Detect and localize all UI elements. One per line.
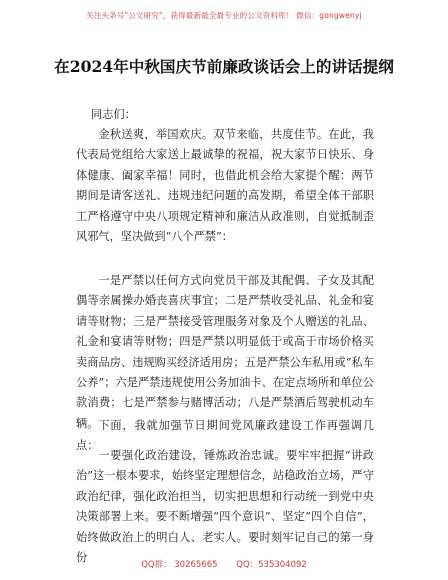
paragraph-transition: 下面，我就加强节日期间党风廉政建设工作再强调几点： bbox=[76, 419, 374, 453]
qq-group-label: QQ群： 30265665 bbox=[141, 560, 218, 570]
footer-contact bbox=[0, 558, 448, 570]
paragraph-political-building: 一要强化政治建设，锤炼政治忠诚。要牢牢把握“讲政治”这一根本要求，始终坚定理想信念，站稳政治立场，严守政治纪律，强化政治担当，切实把思想和行动统一到党中央决策部署上来。要不断增强“四个意识”、坚定“四个自信”，始终做政治上的明白人、老实人。要时刻牢记自己的第一身份 bbox=[76, 449, 374, 565]
header-banner: 关注头条号"公文研究"，获得最新最全最专业的公文资料库！ 微信：gongwenyj bbox=[86, 11, 362, 20]
salutation: 同志们： bbox=[91, 108, 136, 121]
document-title: 在2024年中秋国庆节前廉政谈话会上的讲话提纲 bbox=[54, 57, 394, 76]
qq-label: QQ：535304092 bbox=[236, 560, 307, 570]
paragraph-intro: 金秋送爽，举国欢庆。双节来临，共度佳节。在此，我代表局党组给大家送上最诚挚的祝福，祝大家节日快乐、身体健康、阖家幸福！同时，也借此机会给大家提个醒：两节期间是请客送礼、违规违纪问题的高发期，希望全体干部职工严格遵守中央八项规定精神和廉洁从政准则，自觉抵制歪风邪气，坚决做到“八个严禁”： bbox=[76, 128, 374, 244]
paragraph-eight-prohibitions: 一是严禁以任何方式向党员干部及其配偶、子女及其配偶等亲属操办婚丧喜庆事宜；二是严禁收受礼品、礼金和宴请等财物；三是严禁接受管理服务对象及个人赠送的礼品、礼金和宴请等财物；四是严禁以明显低于或高于市场价格买卖商品房、违规购买经济适用房；五是严禁公车私用或“私车公养”；六是严禁违规使用公务加油卡、在定点场所和单位公款消费；七是严禁参与赌博活动；八是严禁酒后驾驶机动车辆。 bbox=[76, 274, 374, 430]
